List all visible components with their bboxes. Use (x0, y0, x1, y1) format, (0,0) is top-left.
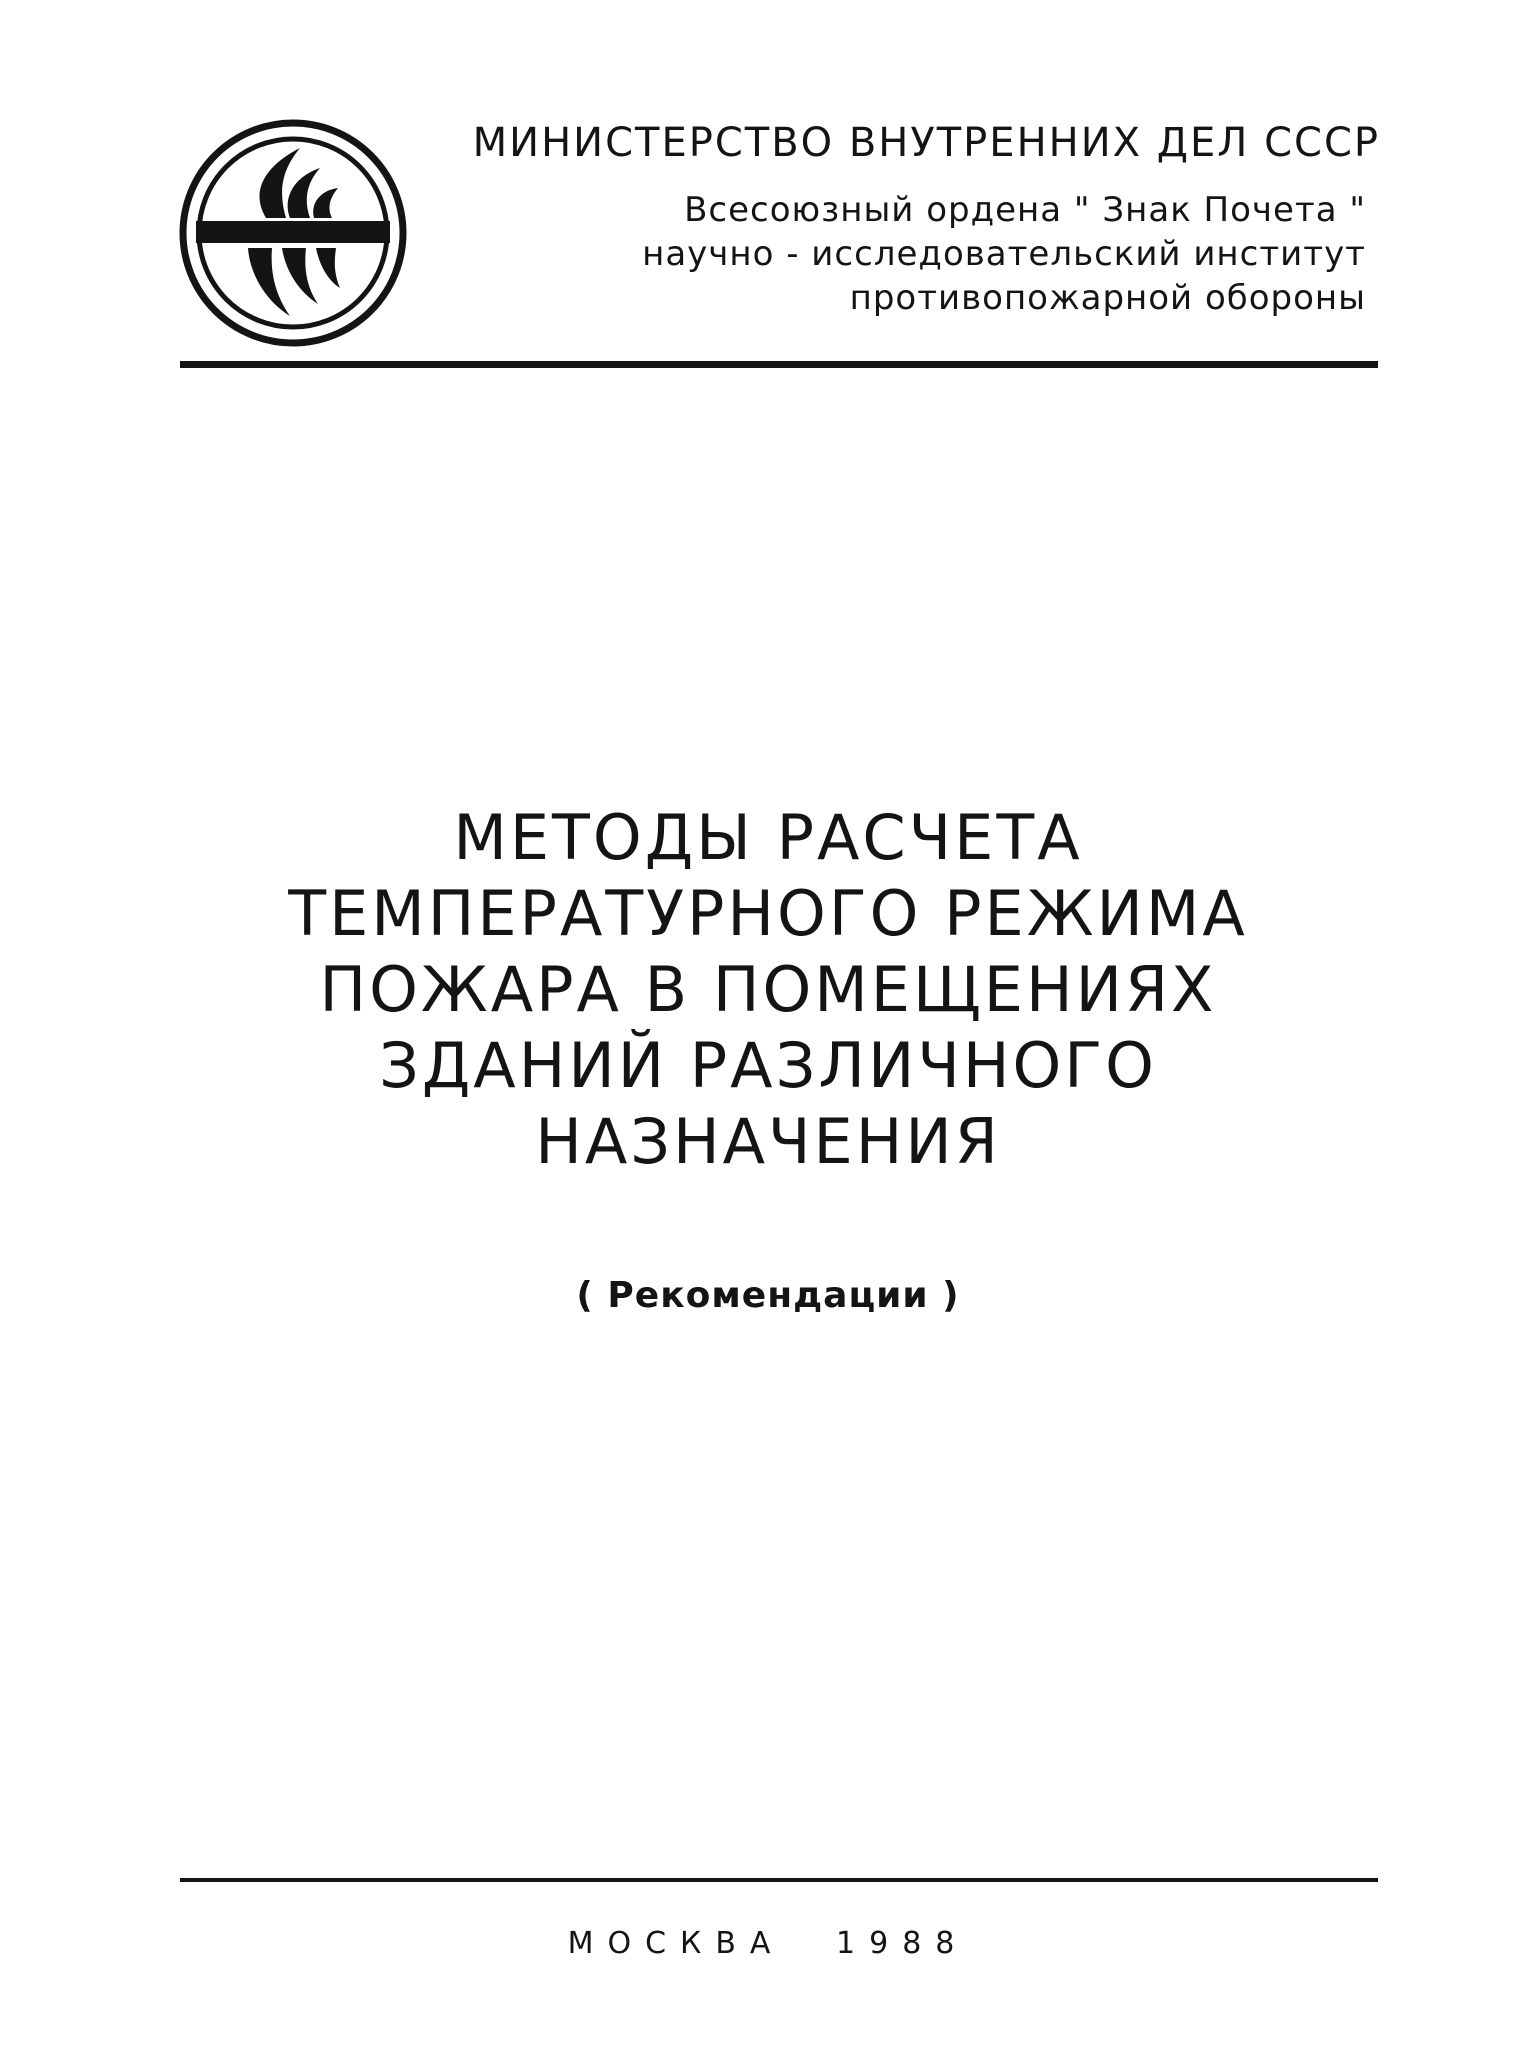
document-subtitle: ( Рекомендации ) (576, 1275, 960, 1316)
imprint-city: МОСКВА (567, 1926, 785, 1961)
title-line: ТЕМПЕРАТУРНОГО РЕЖИМА (288, 877, 1248, 950)
ministry-name: МИНИСТЕРСТВО ВНУТРЕННИХ ДЕЛ СССР (472, 120, 1380, 166)
title-line: ЗДАНИЙ РАЗЛИЧНОГО (379, 1029, 1157, 1102)
footer-divider (180, 1878, 1378, 1882)
institute-line: научно - исследовательский институт (642, 234, 1366, 274)
institute-name (470, 188, 1366, 320)
flame-emblem-icon (178, 118, 408, 348)
title-line: НАЗНАЧЕНИЯ (535, 1105, 1001, 1178)
institute-line: противопожарной обороны (849, 278, 1366, 318)
title-line: ПОЖАРА В ПОМЕЩЕНИЯХ (319, 953, 1217, 1026)
document-title (0, 800, 1536, 1180)
institute-line: Всесоюзный ордена " Знак Почета " (684, 190, 1366, 230)
title-line: МЕТОДЫ РАСЧЕТА (453, 801, 1083, 874)
header-divider (180, 361, 1378, 368)
imprint-year: 1988 (836, 1926, 969, 1961)
imprint (0, 1926, 1536, 1961)
